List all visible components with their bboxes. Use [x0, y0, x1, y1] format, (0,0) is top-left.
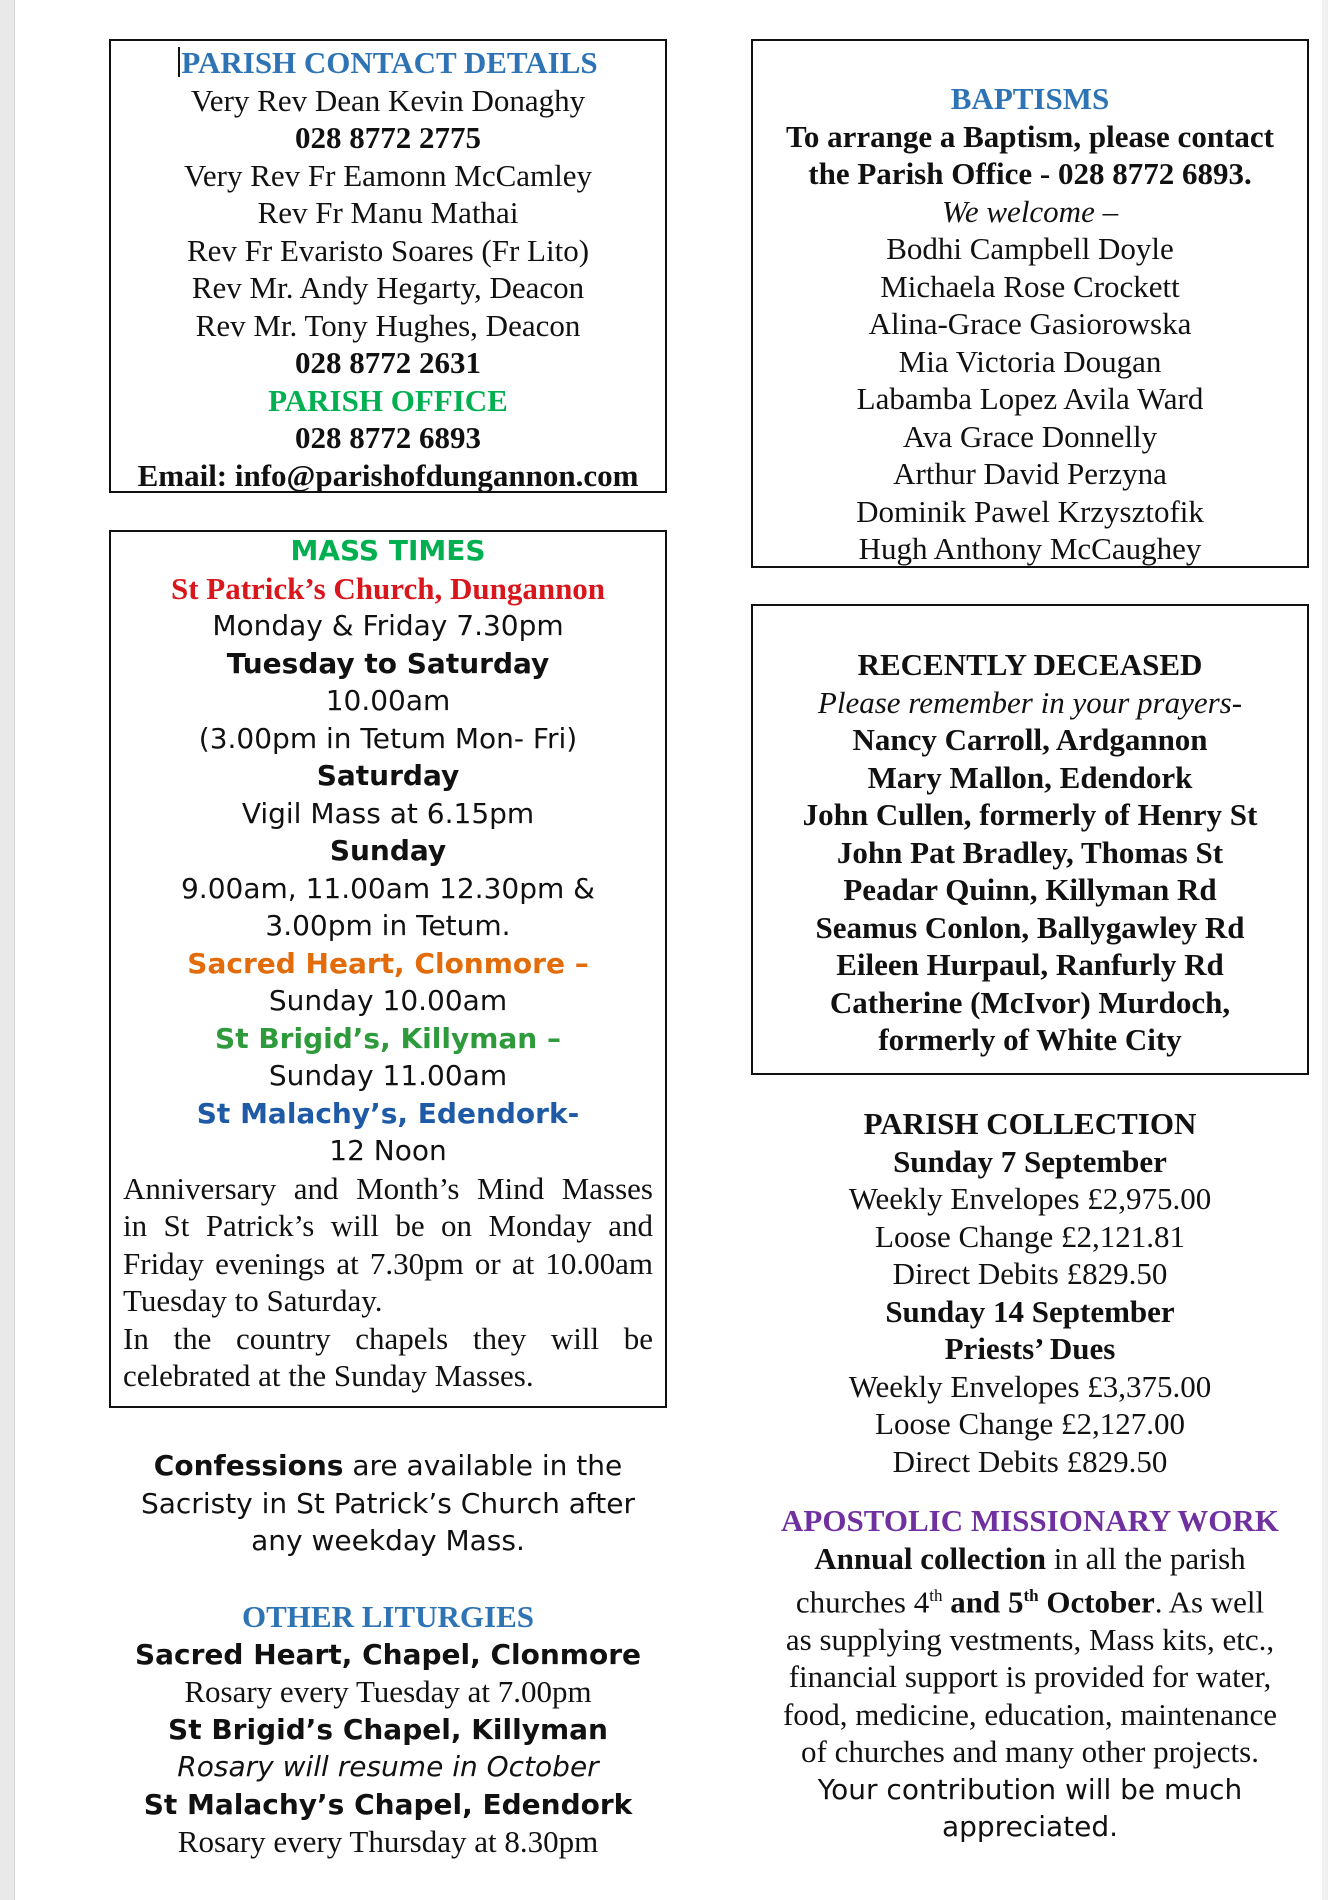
baptism-name: Hugh Anthony McCaughey: [858, 531, 1202, 566]
contact-line: Rev Mr. Tony Hughes, Deacon: [195, 307, 581, 343]
apostolic-line: of churches and many other projects.: [801, 1734, 1259, 1770]
collection-amount: Direct Debits £829.50: [892, 1443, 1168, 1479]
collection-date: Sunday 7 September: [893, 1143, 1167, 1179]
confessions-section: [109, 1447, 667, 1560]
apostolic-contribution: Your contribution will be much: [817, 1772, 1243, 1806]
other-liturgies-section: [109, 1598, 667, 1861]
collection-amount: Loose Change £2,127.00: [875, 1406, 1185, 1441]
anniversary-text: Anniversary and Month’s Mind Masses: [123, 1170, 653, 1206]
collection-heading: PARISH COLLECTION: [863, 1106, 1197, 1141]
office-phone: 028 8772 6893: [295, 420, 481, 455]
deceased-name: Nancy Carroll, Ardgannon: [852, 722, 1208, 757]
anniversary-text: Friday evenings at 7.30pm or at 10.00am: [123, 1245, 653, 1281]
deceased-name: Catherine (McIvor) Murdoch,: [829, 984, 1231, 1020]
contact-line: Very Rev Fr Eamonn McCamley: [183, 157, 593, 193]
church-st-malachy: St Malachy’s, Edendork-: [196, 1096, 580, 1130]
parish-collection-section: [751, 1105, 1309, 1480]
apostolic-contribution: appreciated.: [941, 1810, 1119, 1844]
liturgies-heading: OTHER LITURGIES: [241, 1599, 534, 1634]
anniversary-text: in St Patrick’s will be on Monday and: [123, 1208, 653, 1243]
mass-time: 3.00pm in Tetum.: [265, 909, 511, 942]
mass-time: 12 Noon: [329, 1134, 447, 1167]
baptism-name: Labamba Lopez Avila Ward: [856, 381, 1204, 416]
baptisms-heading: BAPTISMS: [950, 81, 1110, 116]
mass-day: Tuesday to Saturday: [226, 646, 550, 680]
deceased-name: Seamus Conlon, Ballygawley Rd: [815, 909, 1245, 945]
apostolic-line: as supplying vestments, Mass kits, etc.,: [785, 1621, 1275, 1657]
deceased-name: Eileen Hurpaul, Ranfurly Rd: [836, 947, 1224, 982]
office-heading: PARISH OFFICE: [268, 382, 508, 418]
contact-line: Rev Fr Evaristo Soares (Fr Lito): [186, 232, 590, 268]
country-text: In the country chapels they will be: [123, 1320, 653, 1356]
page-right-edge: [1322, 0, 1328, 1900]
church-sacred-heart: Sacred Heart, Clonmore –: [187, 946, 589, 980]
church-st-patricks: St Patrick’s Church, Dungannon: [170, 570, 606, 606]
church-st-brigid: St Brigid’s, Killyman –: [215, 1021, 561, 1055]
baptisms-welcome: We welcome –: [941, 193, 1119, 229]
mass-time: Sunday 10.00am: [268, 984, 508, 1017]
contact-heading: PARISH CONTACT DETAILS: [111, 44, 665, 82]
deceased-name: Mary Mallon, Edendork: [867, 759, 1193, 795]
recently-deceased-box: [751, 604, 1309, 1075]
mass-time: 9.00am, 11.00am 12.30pm &: [180, 871, 595, 905]
parish-contact-box: [109, 39, 667, 493]
deceased-intro: Please remember in your prayers-: [817, 684, 1243, 720]
rosary-time: Rosary will resume in October: [177, 1750, 599, 1783]
chapel-name: Sacred Heart, Chapel, Clonmore: [134, 1637, 642, 1671]
baptism-name: Dominik Pawel Krzysztofik: [856, 493, 1204, 529]
chapel-name: St Brigid’s Chapel, Killyman: [168, 1712, 608, 1746]
baptisms-box: [751, 39, 1309, 568]
collection-amount: Weekly Envelopes £2,975.00: [848, 1181, 1212, 1216]
deceased-name: John Cullen, formerly of Henry St: [802, 797, 1258, 832]
contact-phone: 028 8772 2631: [295, 345, 481, 380]
anniversary-text: Tuesday to Saturday.: [123, 1283, 383, 1318]
chapel-name: St Malachy’s Chapel, Edendork: [143, 1787, 633, 1821]
deceased-name: formerly of White City: [878, 1022, 1182, 1057]
baptism-name: Arthur David Perzyna: [893, 456, 1167, 491]
mass-time: Monday & Friday 7.30pm: [212, 609, 564, 642]
contact-line: Rev Fr Manu Mathai: [257, 195, 519, 230]
page-left-edge: [0, 0, 15, 1900]
baptism-name: Bodhi Campbell Doyle: [886, 231, 1174, 266]
mass-time: Sunday 11.00am: [268, 1059, 508, 1092]
mass-heading: MASS TIMES: [290, 534, 486, 567]
confessions-line: Sacristy in St Patrick’s Church after: [140, 1486, 635, 1520]
mass-day: Saturday: [316, 759, 460, 792]
confessions-line: any weekday Mass.: [251, 1524, 525, 1557]
rosary-time: Rosary every Thursday at 8.30pm: [177, 1824, 599, 1859]
mass-time: Vigil Mass at 6.15pm: [241, 796, 535, 830]
deceased-name: John Pat Bradley, Thomas St: [836, 834, 1224, 870]
apostolic-line: churches 4th and 5th October. As well: [795, 1584, 1265, 1620]
mass-time: (3.00pm in Tetum Mon- Fri): [198, 721, 578, 755]
collection-amount: Loose Change £2,121.81: [875, 1218, 1185, 1254]
baptisms-contact: the Parish Office - 028 8772 6893.: [808, 156, 1252, 191]
apostolic-line: Annual collection in all the parish: [814, 1540, 1246, 1576]
confessions-line: Confessions are available in the: [153, 1449, 623, 1482]
baptism-name: Mia Victoria Dougan: [898, 343, 1162, 379]
apostolic-line: food, medicine, education, maintenance: [782, 1696, 1278, 1732]
baptisms-contact: To arrange a Baptism, please contact: [786, 118, 1274, 154]
apostolic-section: [751, 1502, 1309, 1846]
mass-times-box: [109, 530, 667, 1408]
baptism-name: Michaela Rose Crockett: [880, 268, 1180, 304]
apostolic-line: financial support is provided for water,: [788, 1659, 1272, 1695]
rosary-time: Rosary every Tuesday at 7.00pm: [184, 1674, 592, 1709]
deceased-name: Peadar Quinn, Killyman Rd: [843, 872, 1217, 907]
country-text: celebrated at the Sunday Masses.: [123, 1358, 534, 1393]
contact-line: Very Rev Dean Kevin Donaghy: [190, 82, 586, 118]
contact-line: Rev Mr. Andy Hegarty, Deacon: [191, 270, 585, 305]
baptism-name: Alina-Grace Gasiorowska: [868, 306, 1192, 341]
mass-time: 10.00am: [325, 684, 451, 717]
contact-phone: 028 8772 2775: [295, 120, 481, 155]
apostolic-heading: APOSTOLIC MISSIONARY WORK: [781, 1503, 1279, 1538]
baptism-name: Ava Grace Donnelly: [902, 418, 1158, 454]
mass-day: Sunday: [329, 834, 447, 867]
collection-amount: Weekly Envelopes £3,375.00: [848, 1368, 1212, 1404]
office-email: Email: info@parishofdungannon.com: [137, 457, 639, 493]
deceased-heading: RECENTLY DECEASED: [857, 647, 1203, 682]
collection-date: Sunday 14 September: [885, 1293, 1175, 1329]
collection-amount: Direct Debits £829.50: [892, 1256, 1168, 1291]
collection-dues: Priests’ Dues: [944, 1331, 1116, 1366]
